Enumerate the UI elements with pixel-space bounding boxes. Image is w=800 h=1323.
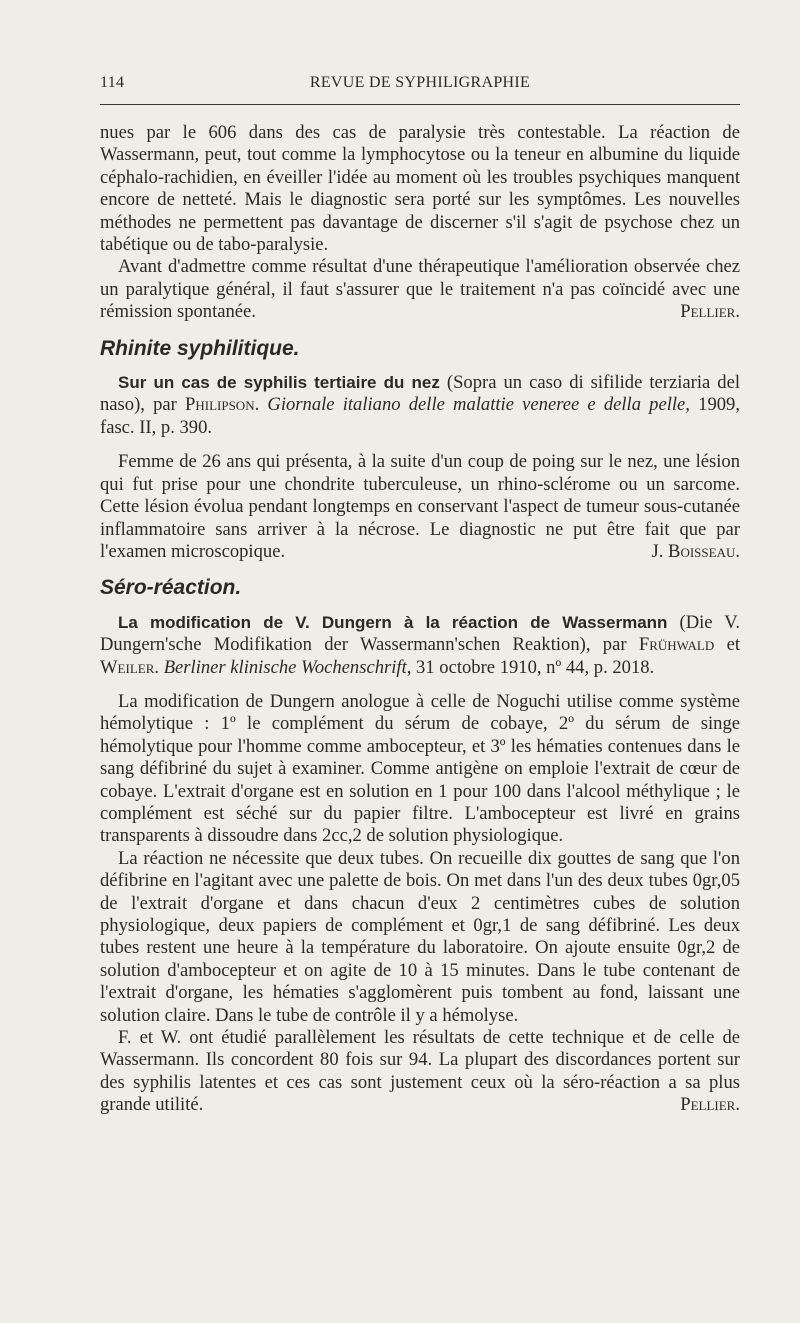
header-rule [100, 104, 740, 105]
author: Frühwald [638, 634, 715, 656]
page-number: 114 [100, 74, 125, 91]
paragraph: F. et W. ont étudié parallèlement les résultats de cette technique et de celle de Wassermann. Ils concordent 80 fois sur 94. La plupart des discordances portent sur des syphilis latentes et ces cas sont justement ceux où la séro-réaction a sa plus grande utilité. Pellier. [100, 1027, 740, 1116]
article-title: Sur un cas de syphilis tertiaire du nez [118, 373, 440, 393]
signature: J. Boisseau. [651, 540, 740, 562]
paragraph: La modification de Dungern anologue à celle de Noguchi utilise comme système hémolytique : 1º le complément du sérum de cobaye, 2º du sérum de singe hémolytique pour l'homme comme ambocepteur, et 3º les hématies contenues dans le sang défibriné du sujet à examiner. Comme antigène on emploie l'extrait de cœur de cobaye. L'extrait d'organe est en solution en 1 pour 100 dans l'alcool méthylique ; le complément est séché sur du papier filtre. L'ambocepteur est livré en grains transparents à dissoudre dans 2cc,2 de solution physiologique. [100, 690, 740, 847]
journal-name: Giornale italiano delle malattie veneree e della pelle, [267, 394, 690, 416]
author: Philipson. [185, 394, 260, 416]
section-heading-sero-reaction: Séro-réaction. [100, 576, 242, 600]
signature: Pellier. [680, 1094, 740, 1116]
author: Weiler. [100, 656, 160, 678]
body-text [100, 122, 740, 1117]
running-title: REVUE DE SYPHILIGRAPHIE [309, 74, 531, 91]
section-heading-rhinite: Rhinite syphilitique. [100, 336, 300, 360]
article-citation: La modification de V. Dungern à la réaction de Wassermann (Die V. Dungern'sche Modifikation der Wassermann'schen Reaktion), par Frühwald et Weiler. Berliner klinische Wochenschrift, 31 octobre 1910, nº 44, p. 2018. [100, 611, 740, 678]
running-header [100, 74, 740, 94]
signature: Pellier. [680, 301, 740, 323]
paragraph: La réaction ne nécessite que deux tubes. On recueille dix gouttes de sang que l'on défibrine en l'agitant avec une palette de bois. On met dans l'un des deux tubes 0gr,05 de l'extrait d'organe et dans chacun d'eux 2 centimètres cubes de solution physiologique, deux papiers de complément et 0gr,1 de sang défibriné. Les deux tubes restent une heure à la température du laboratoire. On ajoute ensuite 0gr,2 de solution d'ambocepteur et on agite de 10 à 15 minutes. Dans le tube contenant de l'extrait d'organe, les hématies s'agglomèrent puis tombent au fond, laissant une solution claire. Dans le tube de contrôle il y a hémolyse. [100, 847, 740, 1026]
journal-name: Berliner klinische Wochenschrift, [163, 656, 412, 678]
paragraph: Femme de 26 ans qui présenta, à la suite d'un coup de poing sur le nez, une lésion qui fut prise pour une chondrite tuberculeuse, un rhino-sclérome ou un sarcome. Cette lésion évolua pendant longtemps en conservant l'aspect de tumeur sous-cutanée inflammatoire sans arriver à la nécrose. Le diagnostic ne put être fait que par l'examen microscopique. J. Boisseau. [100, 451, 740, 562]
article-title: La modification de V. Dungern à la réaction de Wassermann [118, 612, 668, 632]
paragraph: Avant d'admettre comme résultat d'une thérapeutique l'amélioration observée chez un paralytique général, il faut s'assurer que le traitement n'a pas coïncidé avec une rémission spontanée. Pellier. [100, 256, 740, 323]
paragraph: nues par le 606 dans des cas de paralysie très contestable. La réaction de Wassermann, peut, tout comme la lymphocytose ou la teneur en albumine du liquide céphalo-rachidien, en éveiller l'idée au moment où les troubles psychiques manquent encore de netteté. Mais le diagnostic sera porté sur les symptômes. Les nouvelles méthodes ne permettent pas davantage de discerner s'il s'agit de psychose chez un tabétique ou de tabo-paralysie. [100, 122, 740, 256]
article-citation: Sur un cas de syphilis tertiaire du nez (Sopra un caso di sifilide terziaria del naso), par Philipson. Giornale italiano delle malattie veneree e della pelle, 1909, fasc. II, p. 390. [100, 372, 741, 438]
